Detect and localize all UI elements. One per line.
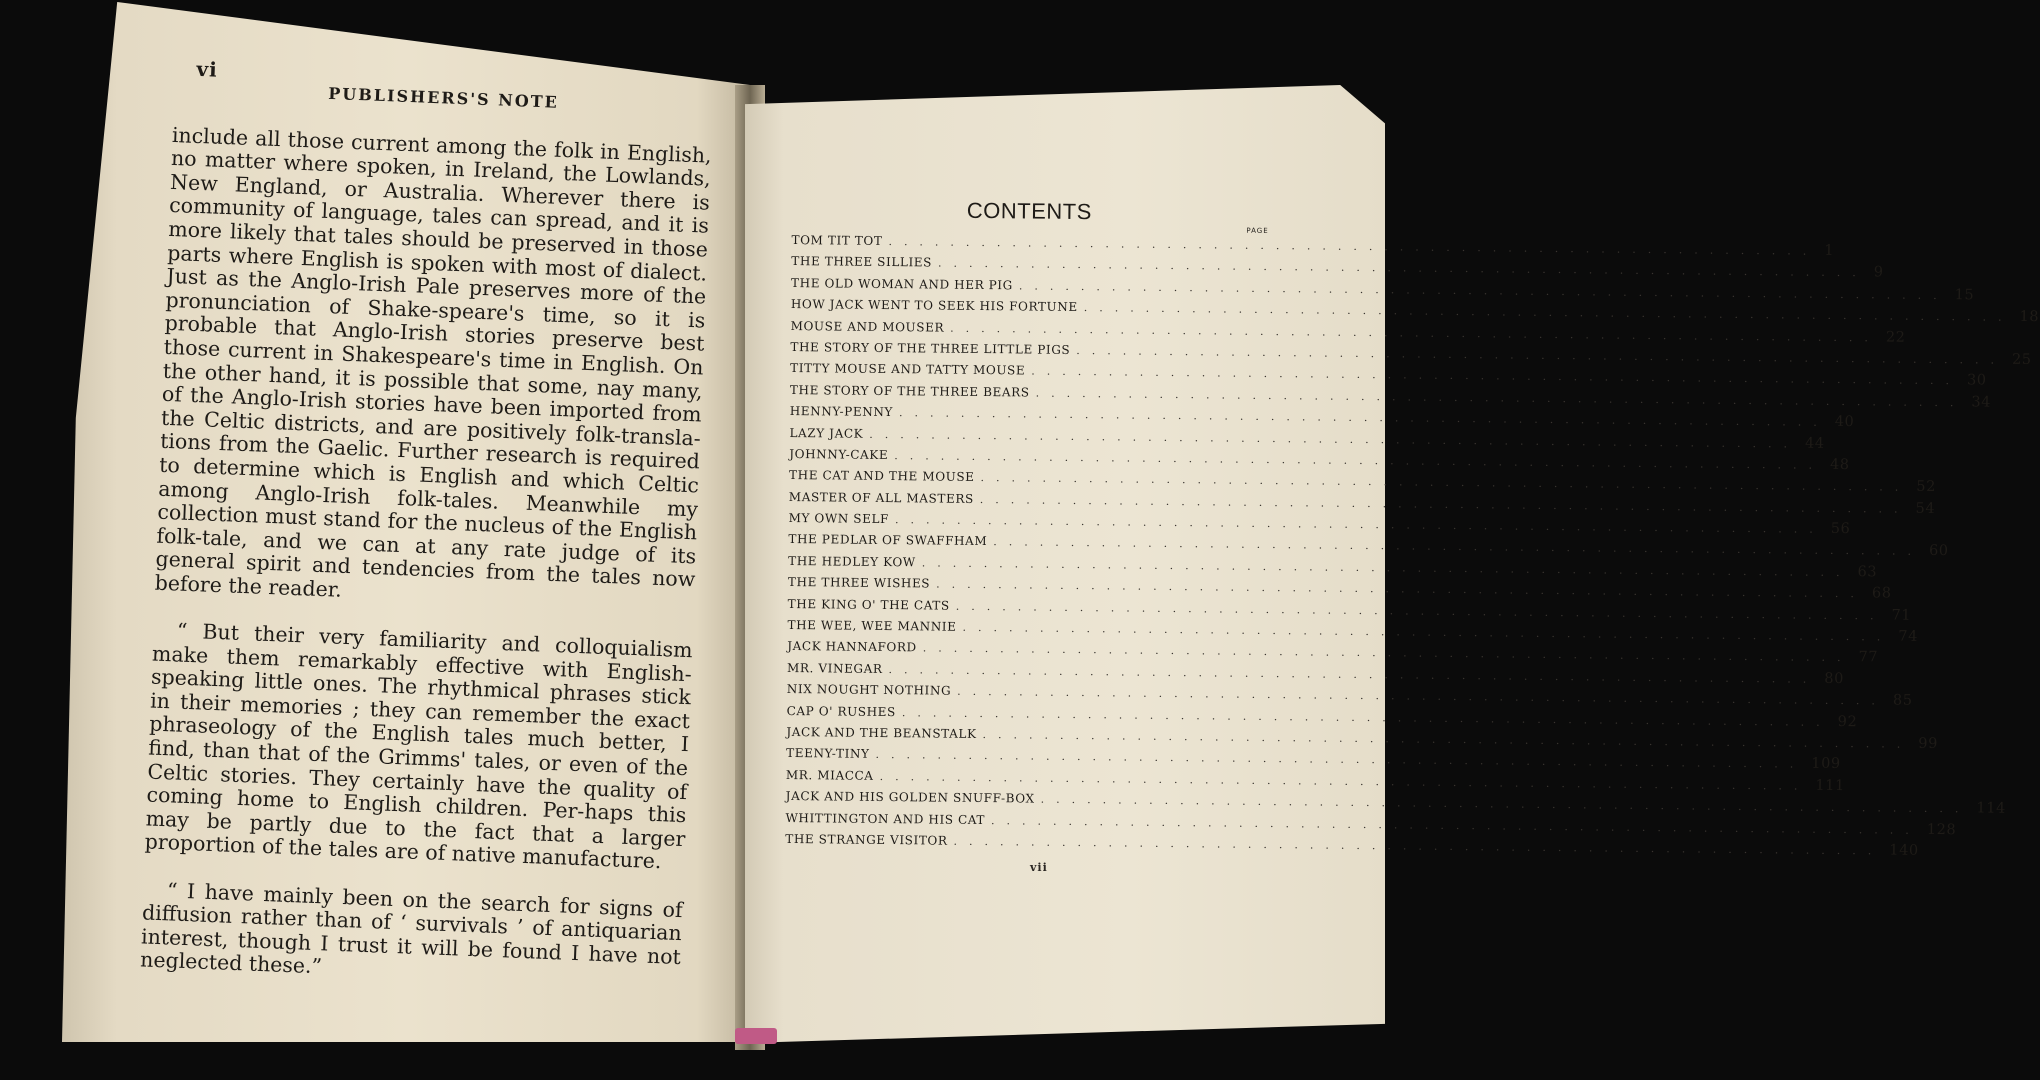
toc-entry-title: THE THREE WISHES (787, 575, 931, 591)
toc-entry-page: 9 (1873, 264, 1884, 281)
toc-entry-page: 71 (1891, 607, 1912, 624)
toc-entry-page: 74 (1898, 628, 1919, 645)
toc-entry-title: TOM TIT TOT (791, 232, 883, 248)
toc-entry-page: 77 (1858, 649, 1879, 666)
paragraph: include all those current among the folk in English, no matter where spoken, in Ireland, the Lowlands, New England, or Australia. Wherever there is community of language, tales can spread, and it is more likely that tales should be preserved in those parts where English is spoken with most of dialect. Just as the Anglo-Irish Pale preserves more of the pronunciation of Shake-speare's time, so it is probable that Anglo-Irish stories preserve best those current in Shakespeare's time in English. On the other hand, it is possible that some, nay many, of the Anglo-Irish stories have been imported from the Celtic districts, and are positively folk-transla-tions from the Gaelic. Further research is required to determine which is English and which Celtic among Anglo-Irish folk-tales. Meanwhile my collection must stand for the nucleus of the English folk-tale, and we can at any rate judge of its general spirit and tendencies from the tales now before the reader. (154, 122, 713, 602)
toc-entry-title: THE CAT AND THE MOUSE (789, 468, 975, 485)
toc-leader-dots: ............................................................ (936, 577, 1866, 601)
toc-entry-title: HENNY-PENNY (789, 404, 894, 420)
toc-leader-dots: ............................................................ (1076, 343, 2007, 367)
toc-entry-title: HOW JACK WENT TO SEEK HIS FORTUNE (790, 297, 1078, 315)
toc-leader-dots: ............................................................ (950, 321, 1880, 344)
toc-entry-title: THE THREE SILLIES (791, 254, 933, 270)
contents-title: CONTENTS (966, 197, 1092, 225)
toc-entry-title: THE STRANGE VISITOR (785, 831, 948, 848)
toc-leader-dots: ............................................................ (991, 813, 1921, 837)
toc-entry-page: 25 (2011, 351, 2032, 368)
toc-leader-dots: ............................................................ (901, 705, 1832, 729)
toc-leader-dots: ............................................................ (980, 471, 1911, 495)
toc-entry-title: JACK AND THE BEANSTALK (786, 724, 977, 741)
toc-entry-page: 140 (1889, 842, 1919, 859)
publishers-note-body (139, 100, 713, 1017)
toc-leader-dots: ............................................................ (869, 427, 1800, 451)
toc-entry-page: 111 (1815, 777, 1845, 794)
toc-entry-page: 68 (1871, 585, 1892, 602)
page-number-left: vi (196, 56, 219, 82)
toc-entry-page: 52 (1916, 479, 1937, 496)
toc-entry-title: JOHNNY-CAKE (789, 446, 889, 462)
toc-entry-title: JACK AND HIS GOLDEN SNUFF-BOX (785, 789, 1035, 806)
toc-leader-dots: ............................................................ (1018, 279, 1949, 302)
toc-leader-dots: ............................................................ (888, 662, 1819, 686)
toc-entry-title: MOUSE AND MOUSER (790, 318, 945, 335)
toc-entry-page: 80 (1824, 670, 1845, 687)
toc-entry-page: 92 (1837, 713, 1858, 730)
toc-leader-dots: ............................................................ (922, 641, 1853, 665)
toc-leader-dots: ............................................................ (879, 769, 1810, 793)
toc-leader-dots: ............................................................ (888, 235, 1819, 258)
toc-entry-title: THE STORY OF THE THREE LITTLE PIGS (790, 339, 1071, 357)
toc-leader-dots: ............................................................ (982, 728, 1913, 751)
toc-leader-dots: ............................................................ (1035, 386, 1966, 410)
toc-entry-title: THE WEE, WEE MANNIE (787, 618, 957, 634)
running-head: PUBLISHERS'S NOTE (327, 83, 560, 112)
page-number-right: vii (1030, 861, 1048, 874)
toc-entry-page: 114 (1976, 800, 2006, 817)
toc-leader-dots: ............................................................ (993, 535, 1924, 559)
cover-edge (735, 1028, 777, 1044)
toc-entry-page: 44 (1804, 435, 1825, 452)
left-page-text (139, 56, 715, 1017)
paragraph: “ I have mainly been on the search for signs of diffusion rather than of ‘ survivals ’ of antiquarian interest, though I trust it will be found I have not neglected these.” (139, 877, 684, 979)
toc-entry-title: THE HEDLEY KOW (788, 553, 916, 570)
toc-leader-dots: ............................................................ (1083, 301, 2014, 324)
toc-leader-dots: ............................................................ (953, 834, 1884, 858)
toc-entry-page: 99 (1918, 735, 1939, 753)
toc-entry-title: MASTER OF ALL MASTERS (788, 489, 974, 506)
toc-entry-page: 1 (1824, 242, 1835, 259)
toc-entry-page: 30 (1966, 372, 1987, 389)
toc-entry-page: 128 (1926, 821, 1957, 838)
toc-leader-dots: ............................................................ (962, 620, 1893, 644)
toc-entry-title: MR. VINEGAR (786, 660, 883, 676)
toc-leader-dots: ............................................................ (921, 556, 1852, 579)
toc-entry-title: THE STORY OF THE THREE BEARS (789, 382, 1030, 400)
toc-entry-title: TITTY MOUSE AND TATTY MOUSE (790, 361, 1026, 378)
table-of-contents (785, 232, 2040, 859)
contents-page (785, 196, 2040, 859)
toc-entry-page: 15 (1954, 286, 1975, 304)
toc-entry-page: 40 (1834, 414, 1855, 431)
toc-entry-page: 63 (1857, 564, 1878, 581)
toc-leader-dots: ............................................................ (955, 599, 1886, 623)
toc-entry-page: 56 (1830, 520, 1851, 538)
toc-leader-dots: ............................................................ (1031, 364, 1962, 388)
toc-entry-title: MR. MIACCA (785, 767, 874, 783)
toc-entry-title: JACK HANNAFORD (787, 639, 917, 655)
paragraph: “ But their very familiarity and colloquialism make them remarkably effective with English-speaking little ones. The rhythmical phrases stick in their memories ; they can remember the exact phraseology of the English tales much better, I find, than that of the Grimms' tales, or even of the Celtic stories. They certainly have the quality of coming home to English children. Per-haps this may be partly due to the fact that a larger proportion of the tales are of native manufacture. (144, 618, 694, 874)
toc-entry-page: 22 (1885, 329, 1906, 346)
toc-leader-dots: ............................................................ (894, 513, 1825, 536)
toc-leader-dots: ............................................................ (937, 256, 1868, 280)
toc-entry-page: 109 (1811, 756, 1841, 773)
toc-leader-dots: ............................................................ (894, 448, 1825, 472)
toc-leader-dots: ............................................................ (875, 748, 1806, 772)
toc-leader-dots: ............................................................ (1040, 792, 1971, 816)
toc-entry-page: 18 (2019, 309, 2040, 326)
toc-entry-title: WHITTINGTON AND HIS CAT (785, 810, 986, 827)
toc-entry-page: 60 (1928, 543, 1949, 560)
page-column-label: PAGE (1246, 226, 1269, 235)
toc-entry-title: TEENY-TINY (786, 746, 870, 762)
toc-entry-title: MY OWN SELF (788, 511, 890, 527)
toc-leader-dots: ............................................................ (898, 406, 1829, 429)
toc-entry-page: 54 (1915, 500, 1936, 517)
toc-leader-dots: ............................................................ (979, 492, 1910, 516)
toc-entry-title: CAP O' RUSHES (786, 703, 896, 719)
toc-entry-title: LAZY JACK (789, 425, 864, 441)
toc-leader-dots: ............................................................ (957, 684, 1887, 708)
toc-entry-page: 85 (1892, 692, 1913, 709)
toc-entry-title: THE OLD WOMAN AND HER PIG (791, 275, 1013, 293)
toc-entry-title: NIX NOUGHT NOTHING (786, 682, 952, 698)
toc-entry-title: THE PEDLAR OF SWAFFHAM (788, 532, 988, 549)
toc-entry-page: 34 (1971, 394, 1992, 411)
toc-entry-title: THE KING O' THE CATS (787, 596, 950, 613)
toc-entry-page: 48 (1829, 456, 1850, 473)
